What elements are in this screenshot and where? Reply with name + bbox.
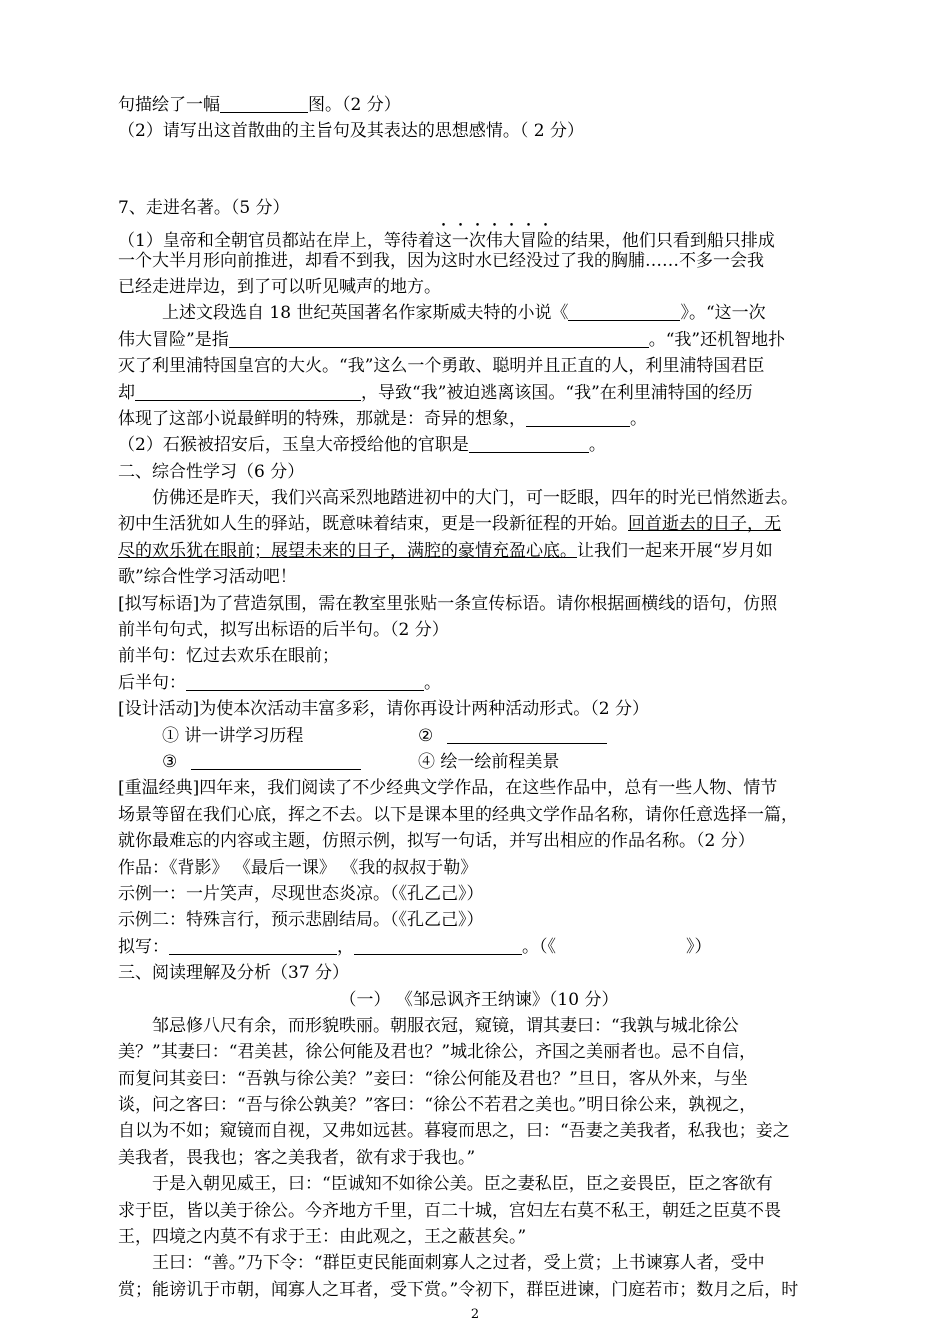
q7-question-line-5 <box>118 406 840 432</box>
q7-heading: 7、走进名著。（5 分） <box>118 197 290 218</box>
passage-line: 王，四境之内莫不有求于王：由此观之，王之蔽甚矣。” <box>118 1227 527 1248</box>
text: 上述文段选自 18 世纪英国著名作家斯威夫特的小说《 <box>162 303 569 324</box>
passage-line: 王曰：“善。”乃下令：“群臣吏民能面刺寡人之过者，受上赏；上书谏寡人者，受中 <box>152 1253 765 1274</box>
activity-task: [设计活动]为使本次活动丰富多彩，请你再设计两种活动形式。（2 分） <box>118 699 649 720</box>
text: 。 <box>424 672 441 693</box>
page-content <box>118 92 840 1303</box>
text: 却 <box>118 382 135 403</box>
slogan-back <box>118 670 840 696</box>
text: 的结果，他们只看到船只排成 <box>553 231 775 252</box>
answer-blank[interactable] <box>229 329 649 348</box>
text: 》） <box>686 936 712 957</box>
passage-line: 邹忌修八尺有余，而形貌昳丽。朝服衣冠，窥镜，谓其妻曰：“我孰与城北徐公 <box>152 1015 739 1036</box>
part3-sub-heading: （一） 《邹忌讽齐王纳谏》（10 分） <box>339 989 619 1010</box>
passage-line: 于是入朝见威王，曰：“臣诚知不如徐公美。臣之妻私臣，臣之妾畏臣，臣之客欲有 <box>152 1174 773 1195</box>
q7-question-line-2 <box>118 327 840 353</box>
q7-question-line-3: 灭了利里浦特国皇宫的大火。“我”这么一个勇敢、聪明并且正直的人，利里浦特国君臣 <box>118 356 765 377</box>
text: （2）石猴被招安后，玉皇大帝授给他的官职是 <box>118 435 469 456</box>
text: ， <box>337 936 354 957</box>
activity-option-3 <box>162 749 418 775</box>
answer-blank[interactable] <box>220 94 308 113</box>
answer-blank[interactable] <box>568 302 680 321</box>
q7-question-line-1 <box>118 300 840 326</box>
classic-example-1: 示例一：一片笑声，尽现世态炎凉。（《孔乙己》） <box>118 883 484 904</box>
classic-task-line-1: [重温经典]四年来，我们阅读了不少经典文学作品，在这些作品中，总有一些人物、情节 <box>118 778 778 799</box>
underlined-text: 回首逝去的日子，无 <box>628 514 781 535</box>
q7-passage-line-1 <box>118 221 840 252</box>
part2-intro-line-4: 歌”综合性学习活动吧！ <box>118 567 297 588</box>
text: 》。“这一次 <box>680 303 766 324</box>
q7-passage-line-3: 已经走进岸边，到了可以听见喊声的地方。 <box>118 276 441 297</box>
passage-line: 求于臣，皆以美于徐公。今齐地方千里，百二十城，宫妇左右莫不私王，朝廷之臣莫不畏 <box>118 1200 781 1221</box>
q7-passage-line-2: 一个大半月形向前推进，却看不到我，因为这时水已经没过了我的胸脯……不多一会我 <box>118 250 764 271</box>
passage-line: 谈，问之客曰：“吾与徐公孰美？”客曰：“徐公不若君之美也。”明日徐公来，孰视之， <box>118 1095 757 1116</box>
text: ，导致“我”被迫逃离该国。“我”在利里浦特国的经历 <box>361 382 753 403</box>
q6-line-1 <box>118 92 840 118</box>
passage-line: 美我者，畏我也；客之美我者，欲有求于我也。” <box>118 1147 476 1168</box>
activity-option-2-label: ② <box>418 725 434 746</box>
classic-works: 作品：《背影》 《最后一课》 《我的叔叔于勒》 <box>118 857 478 878</box>
passage-line: 美？”其妻曰：“君美甚，徐公何能及君也？”城北徐公，齐国之美丽者也。忌不自信， <box>118 1042 757 1063</box>
text: 让我们一起来开展“岁月如 <box>577 540 773 561</box>
activity-option-3-label: ③ <box>162 751 178 772</box>
text: （1）皇帝和全朝官员都站在岸上，等待着 <box>118 231 435 252</box>
classic-task-line-3: 就你最难忘的内容或主题，仿照示例，拟写一句话，并写出相应的作品名称。（2 分） <box>118 831 755 852</box>
text: 伟大冒险”是指 <box>118 329 229 350</box>
slogan-task-line-1: [拟写标语]为了营造氛围，需在教室里张贴一条宣传标语。请你根据画横线的语句，仿照 <box>118 593 778 614</box>
text: 。 <box>588 435 606 456</box>
activity-options-row-1 <box>118 723 840 749</box>
answer-blank[interactable] <box>186 672 424 691</box>
part2-intro-line-3 <box>118 538 840 564</box>
answer-blank[interactable] <box>169 936 337 955</box>
part2-intro-line-2 <box>118 511 840 537</box>
spacer <box>118 145 840 195</box>
part3-heading: 三、阅读理解及分析（37 分） <box>118 963 350 984</box>
passage-line: 赏；能谤讥于市朝，闻寡人之耳者，受下赏。”令初下，群臣进谏，门庭若市；数月之后，时 <box>118 1279 799 1300</box>
classic-task-line-2: 场景等留在我们心底，挥之不去。以下是课本里的经典文学作品名称，请你任意选择一篇， <box>118 804 798 825</box>
text: 后半句： <box>118 672 186 693</box>
answer-blank[interactable] <box>447 725 607 744</box>
answer-blank[interactable] <box>526 408 630 427</box>
emphasized-text: 这一次伟大冒险 <box>434 231 554 252</box>
text: 体现了这部小说最鲜明的特殊，那就是：奇异的想象， <box>118 408 526 429</box>
text: 。 <box>630 408 647 429</box>
activity-option-4: ④ 绘一绘前程美景 <box>418 751 560 772</box>
classic-example-2: 示例二：特殊言行，预示悲剧结局。（《孔乙己》） <box>118 910 484 931</box>
text: 拟写： <box>118 936 169 957</box>
part2-intro-line-1: 仿佛还是昨天，我们兴高采烈地踏进初中的大门，可一眨眼，四年的时光已悄然逝去。 <box>152 488 798 509</box>
answer-blank[interactable] <box>354 936 522 955</box>
classic-write <box>118 934 840 960</box>
answer-blank[interactable] <box>469 434 589 453</box>
text: 图。（2 分） <box>308 95 401 115</box>
q7-question-2 <box>118 432 840 458</box>
answer-blank[interactable] <box>191 751 361 770</box>
answer-blank[interactable] <box>135 382 361 401</box>
underlined-text: 尽的欢乐犹在眼前；展望未来的日子，满腔的豪情充盈心底。 <box>118 540 577 561</box>
activity-option-1: ① 讲一讲学习历程 <box>162 725 304 746</box>
q6-line-2: （2）请写出这首散曲的主旨句及其表达的思想感情。（ 2 分） <box>118 121 584 142</box>
activity-options-row-2 <box>118 749 840 775</box>
text: 。（《 <box>522 936 556 957</box>
text: 句描绘了一幅 <box>118 95 220 115</box>
passage-line: 而复问其妾曰：“吾孰与徐公美？”妾曰：“徐公何能及君也？”旦日，客从外来，与坐 <box>118 1068 748 1089</box>
page-number: 2 <box>470 1307 480 1322</box>
passage-line: 自以为不如；窥镜而自视，又弗如远甚。暮寝而思之，曰：“吾妻之美我者，私我也；妾之 <box>118 1121 790 1142</box>
slogan-front: 前半句：忆过去欢乐在眼前； <box>118 646 339 667</box>
q7-question-line-4 <box>118 380 840 406</box>
part2-heading: 二、综合性学习（6 分） <box>118 461 305 482</box>
text: 。“我”还机智地扑 <box>648 329 786 350</box>
slogan-task-line-2: 前半句句式，拟写出标语的后半句。（2 分） <box>118 620 449 641</box>
text: 初中生活犹如人生的驿站，既意味着结束，更是一段新征程的开始。 <box>118 514 628 535</box>
